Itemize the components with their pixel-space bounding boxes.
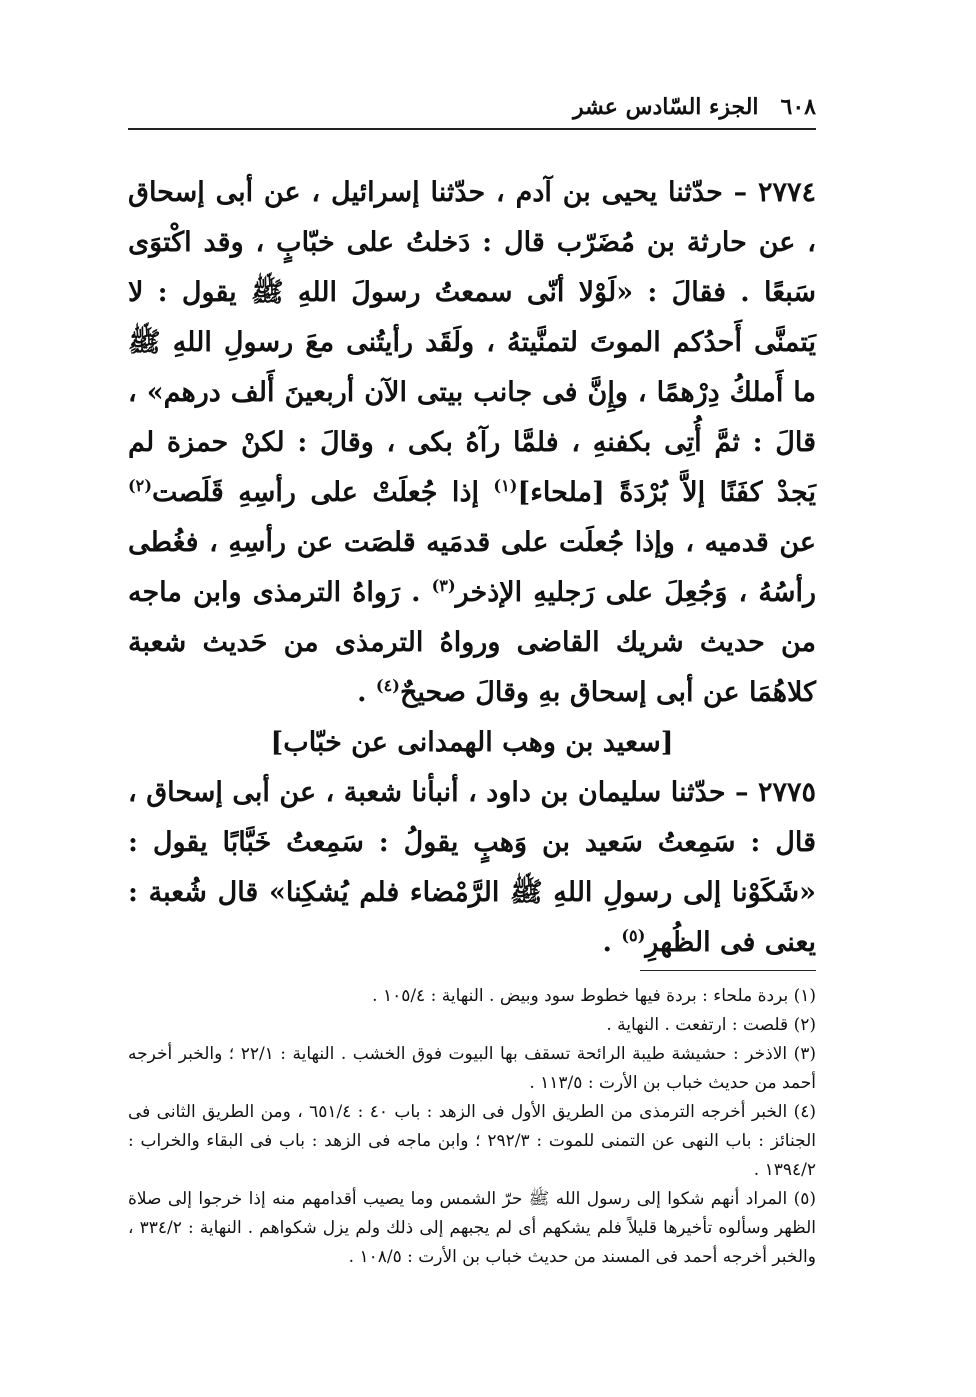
hadith-2774-part-d: . رَواهُ الترمذى وابن ماجه من حديث شريك القاضى ورواهُ الترمذى من حَديث شعبة كلاهُمَا عن أبى إسحاق بهِ وقالَ صحيحٌ bbox=[128, 577, 816, 708]
section-title: [سعيد بن وهب الهمدانى عن خبّاب] bbox=[270, 727, 674, 758]
hadith-2774-part-a: ٢٧٧٤ – حدّثنا يحيى بن آدم ، حدّثنا إسرائيل ، عن أبى إسحاق ، عن حارثة بن مُضَرّب قال : دَخلتُ على خبّابٍ ، وقد اكْتوَى سَبعًا . فقالَ : «لَوْلا أنّى سمعتُ رسولَ اللهِ ﷺ يقول : لا يَتمنَّى أَحدُكم الموتَ لتمنَّيتهُ ، ولَقَد رأيتُنى معَ رسولِ اللهِ ﷺ ما أَملكُ دِرْهمًا ، وإِنَّ فى جانب بيتى الآن أربعينَ أَلف درهم» ، قالَ : ثمَّ أُتِى بكفنهِ ، فلمَّا رآهُ بكى ، وقالَ : لكنْ حمزة لم يَجدْ كفَنًا إلاَّ بُرْدَةً [ملحاء] bbox=[128, 177, 816, 508]
main-text bbox=[128, 168, 816, 968]
hadith-2774-part-c: عن قدميه ، وإذا جُعلَت على قدمَيه قلصَت عن رأسِهِ ، فغُطى رأسُهُ ، وَجُعِلَ على رَجليهِ الإذخر bbox=[128, 527, 816, 608]
footnote-ref-5: (٥) bbox=[621, 926, 646, 945]
page-number: ٦٠٨ bbox=[780, 94, 816, 120]
hadith-2775-part-a: ٢٧٧٥ – حدّثنا سليمان بن داود ، أنبأنا شعبة ، عن أبى إسحاق ، قال : سَمِعتُ سَعيد بن وَهبٍ يقولُ : سَمِعتُ خَبَّابًا يقول : «شَكَوْنا إلى رسولِ اللهِ ﷺ الرَّمْضاء فلم يُشكِنا» قال شُعبة : يعنى فى الظُهرِ bbox=[128, 777, 816, 958]
footnote-ref-2: (٢) bbox=[128, 476, 153, 495]
hadith-2774-part-e: . bbox=[357, 677, 376, 708]
footnote-rule bbox=[640, 970, 816, 971]
part-title: الجزء السّادس عشر bbox=[573, 94, 759, 120]
header-rule bbox=[128, 128, 816, 130]
hadith-2774-part-b: إذا جُعلَتْ على رأسِهِ قَلَصت bbox=[152, 477, 494, 508]
hadith-2775-part-b: . bbox=[602, 927, 622, 958]
footnote-ref-4: (٤) bbox=[375, 676, 400, 695]
footnote-ref-3: (٣) bbox=[431, 576, 456, 595]
footnote-3: (٣) الاذخر : حشيشة طيبة الرائحة تسقف بها البيوت فوق الخشب . النهاية : ٢٢/١ ؛ والخبر أخرجه أحمد من حديث خباب بن الأرت : ١١٣/٥ . bbox=[128, 1044, 817, 1093]
footnotes bbox=[128, 982, 816, 1272]
footnote-2: (٢) قلصت : ارتفعت . النهاية . bbox=[606, 1015, 816, 1035]
footnote-5: (٥) المراد أنهم شكوا إلى رسول الله ﷺ حرّ الشمس وما يصيب أقدامهم منه إذا خرجوا إلى صلاة الظهر وسألوه تأخيرها قليلاً فلم يشكهم أى لم يجبهم إلى ذلك ولم يزل شكواهم . النهاية : ٣٣٤/٢ ، والخبر أخرجه أحمد فى المسند من حديث خباب بن الأرت : ١٠٨/٥ . bbox=[128, 1189, 816, 1267]
footnote-ref-1: (١) bbox=[493, 476, 518, 495]
footnote-1: (١) بردة ملحاء : بردة فيها خطوط سود وبيض . النهاية : ١٠٥/٤ . bbox=[372, 986, 816, 1006]
hadith-2775 bbox=[128, 768, 816, 968]
footnote-4: (٤) الخبر أخرجه الترمذى من الطريق الأول فى الزهد : باب ٤٠ : ٦٥١/٤ ، ومن الطريق الثانى فى الجنائز : باب النهى عن التمنى للموت : ٢٩٢/٣ ؛ وابن ماجه فى الزهد : باب فى البقاء والخراب : ١٣٩٤/٢ . bbox=[128, 1102, 816, 1180]
page-header bbox=[128, 88, 816, 126]
hadith-2774 bbox=[128, 168, 816, 718]
